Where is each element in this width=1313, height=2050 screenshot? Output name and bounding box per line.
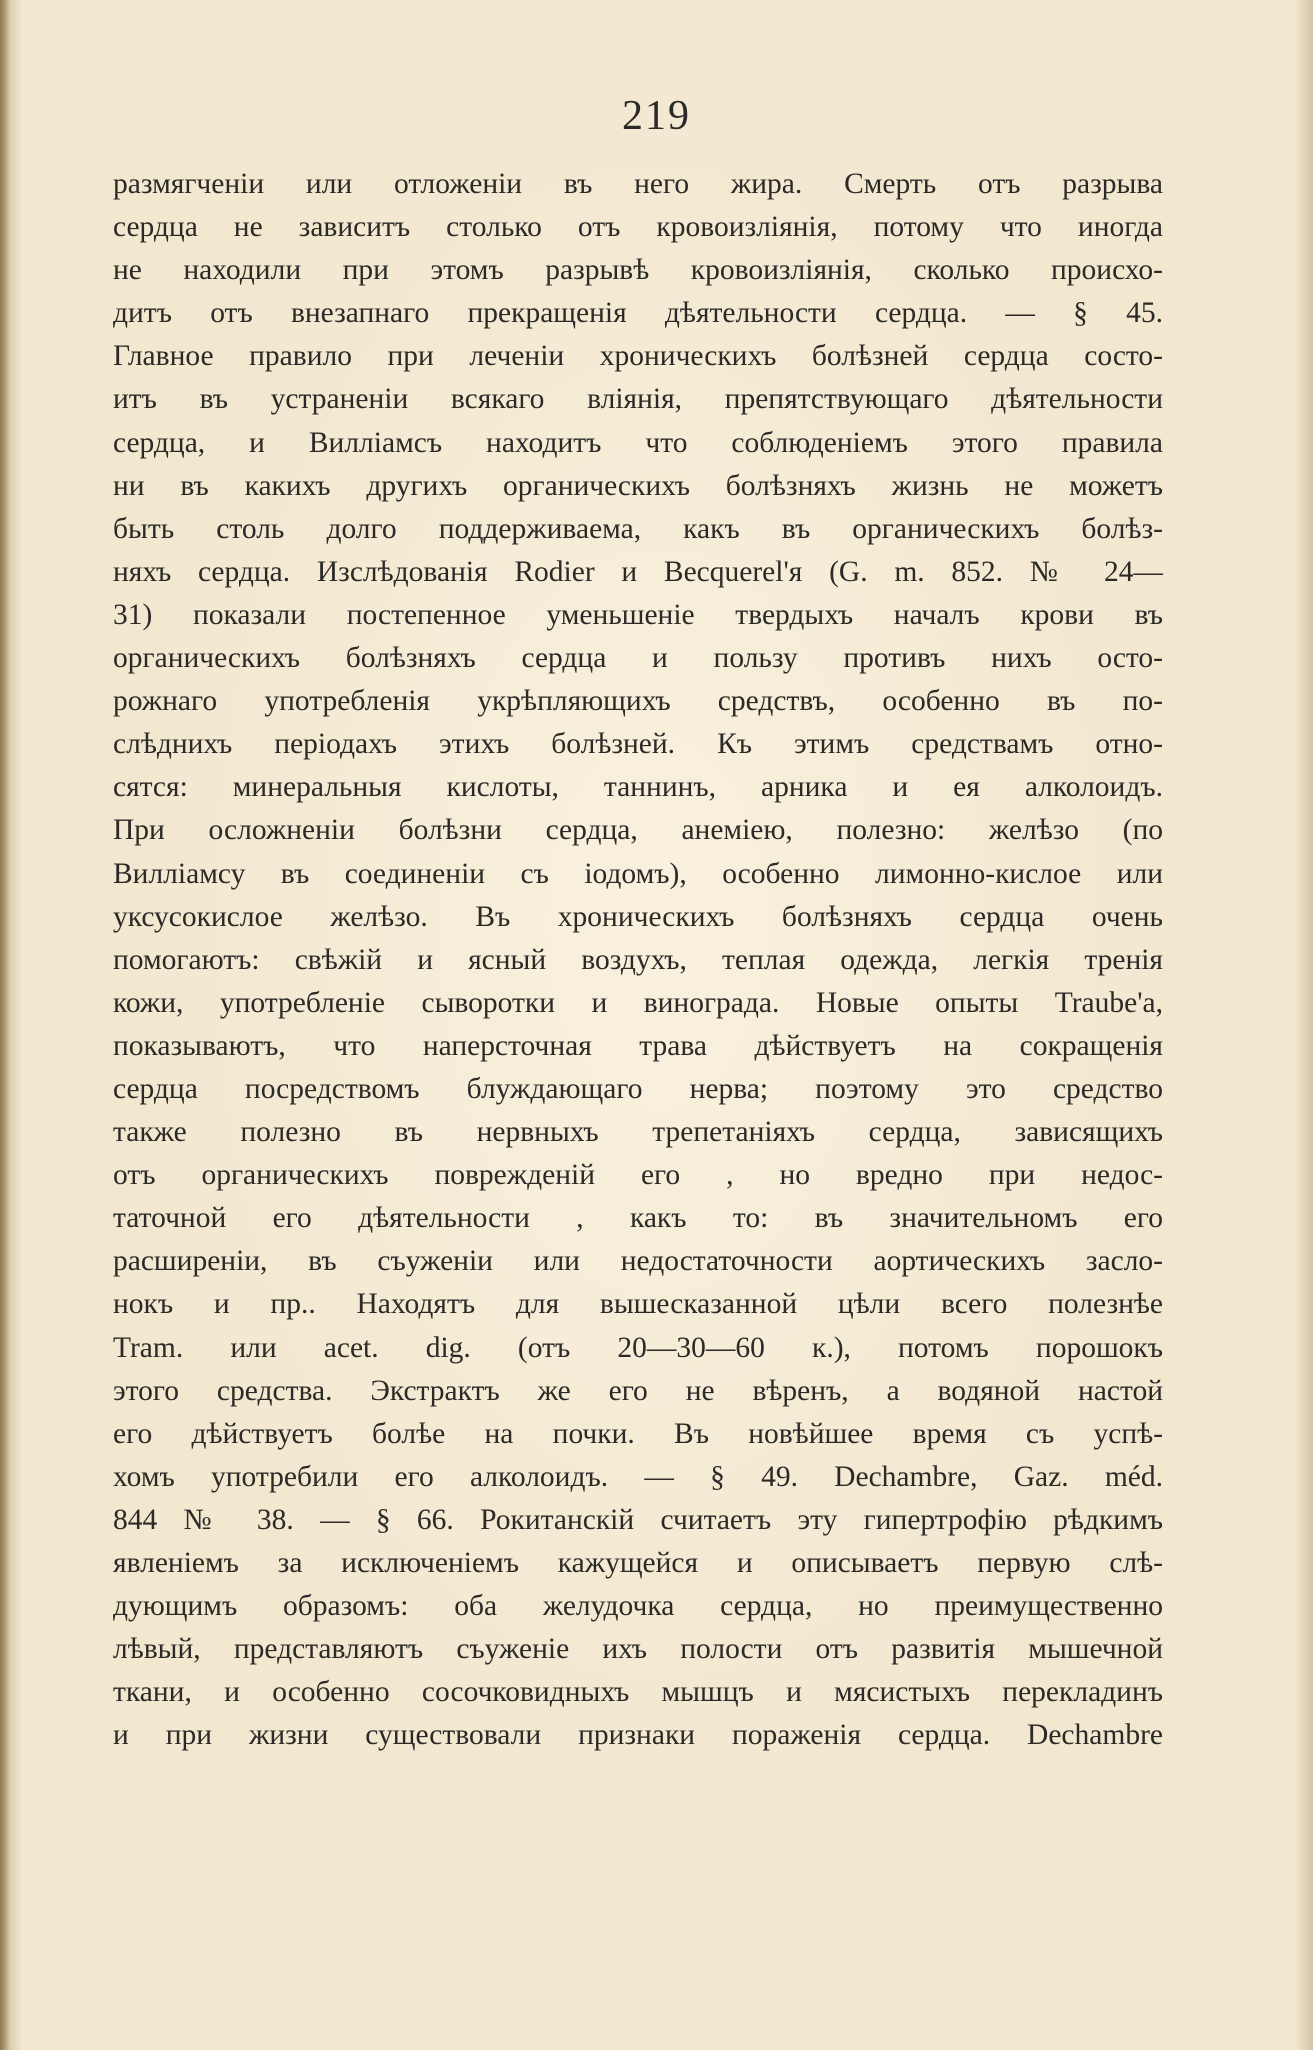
text-line: хомъ употребили его алколоидъ. — § 49. Dechambre, Gaz. méd. [113, 1460, 1163, 1493]
text-line: таточной его дѣятельности , какъ то: въ значительномъ его [113, 1202, 1163, 1235]
text-line: размягченіи или отложеніи въ него жира. Смерть отъ разрыва [113, 168, 1163, 200]
text-line: не находили при этомъ разрывѣ кровоизліянія, сколько происхо- [113, 254, 1163, 287]
text-line: Вилліамсу въ соединеніи съ іодомъ), особенно лимонно-кислое или [113, 857, 1163, 890]
text-line: этого средства. Экстрактъ же его не вѣренъ, а водяной настой [113, 1374, 1163, 1407]
text-line: Tram. или acet. dig. (отъ 20—30—60 к.), потомъ порошокъ [113, 1331, 1163, 1364]
text-line: 844 № 38. — § 66. Рокитанскій считаетъ эту гипертрофію рѣдкимъ [113, 1503, 1163, 1536]
text-line: лѣвый, представляютъ съуженіе ихъ полости отъ развитія мышечной [113, 1633, 1163, 1666]
text-line: уксусокислое желѣзо. Въ хроническихъ болѣзняхъ сердца очень [113, 900, 1163, 933]
text-line: органическихъ болѣзняхъ сердца и пользу противъ нихъ осто- [113, 642, 1163, 675]
text-line: дующимъ образомъ: оба желудочка сердца, но преимущественно [113, 1590, 1163, 1623]
text-line: Главное правило при леченіи хроническихъ болѣзней сердца состо- [113, 340, 1163, 373]
text-line: показываютъ, что наперсточная трава дѣйствуетъ на сокращенія [113, 1029, 1163, 1062]
text-line: нокъ и пр.. Находятъ для вышесказанной цѣли всего полезнѣе [113, 1288, 1163, 1321]
text-line: расширеніи, въ съуженіи или недостаточности аортическихъ засло- [113, 1245, 1163, 1278]
text-line: также полезно въ нервныхъ трепетаніяхъ сердца, зависящихъ [113, 1116, 1163, 1149]
text-line: ни въ какихъ другихъ органическихъ болѣзняхъ жизнь не можетъ [113, 469, 1163, 502]
body-text [113, 163, 1163, 1757]
text-line: и при жизни существовали признаки пораженія сердца. Dechambre [113, 1719, 1163, 1752]
text-line: его дѣйствуетъ болѣе на почки. Въ новѣйшее время съ успѣ- [113, 1417, 1163, 1450]
text-line: сердца посредствомъ блуждающаго нерва; поэтому это средство [113, 1072, 1163, 1105]
text-line: няхъ сердца. Изслѣдованія Rodier и Becquerel'я (G. m. 852. № 24— [113, 555, 1163, 588]
text-line: явленіемъ за исключеніемъ кажущейся и описываетъ первую слѣ- [113, 1547, 1163, 1579]
text-line: дитъ отъ внезапнаго прекращенія дѣятельности сердца. — § 45. [113, 297, 1163, 330]
text-line: 31) показали постепенное уменьшеніе твердыхъ началъ крови въ [113, 598, 1163, 631]
text-line: сердца, и Вилліамсъ находитъ что соблюденіемъ этого правила [113, 426, 1163, 459]
text-line: отъ органическихъ поврежденій его , но вредно при недос- [113, 1159, 1163, 1192]
text-line: рожнаго употребленія укрѣпляющихъ средствъ, особенно въ по- [113, 685, 1163, 718]
text-line: быть столь долго поддерживаема, какъ въ органическихъ болѣз- [113, 512, 1163, 545]
text-line: помогаютъ: свѣжій и ясный воздухъ, теплая одежда, легкія тренія [113, 943, 1163, 976]
text-line: сердца не зависитъ столько отъ кровоизліянія, потому что иногда [113, 211, 1163, 244]
page-edge-shadow [0, 0, 10, 2050]
page-number: 219 [622, 93, 691, 139]
text-line: кожи, употребленіе сыворотки и винограда. Новые опыты Traube'а, [113, 986, 1163, 1019]
text-line: ткани, и особенно сосочковидныхъ мышцъ и мясистыхъ перекладинъ [113, 1676, 1163, 1709]
text-line: слѣднихъ періодахъ этихъ болѣзней. Къ этимъ средствамъ отно- [113, 728, 1163, 761]
text-line: При осложненіи болѣзни сердца, анеміею, полезно: желѣзо (по [113, 814, 1163, 847]
text-line: итъ въ устраненіи всякаго вліянія, препятствующаго дѣятельности [113, 383, 1163, 416]
text-line: сятся: минеральныя кислоты, таннинъ, арника и ея алколоидъ. [113, 771, 1163, 804]
